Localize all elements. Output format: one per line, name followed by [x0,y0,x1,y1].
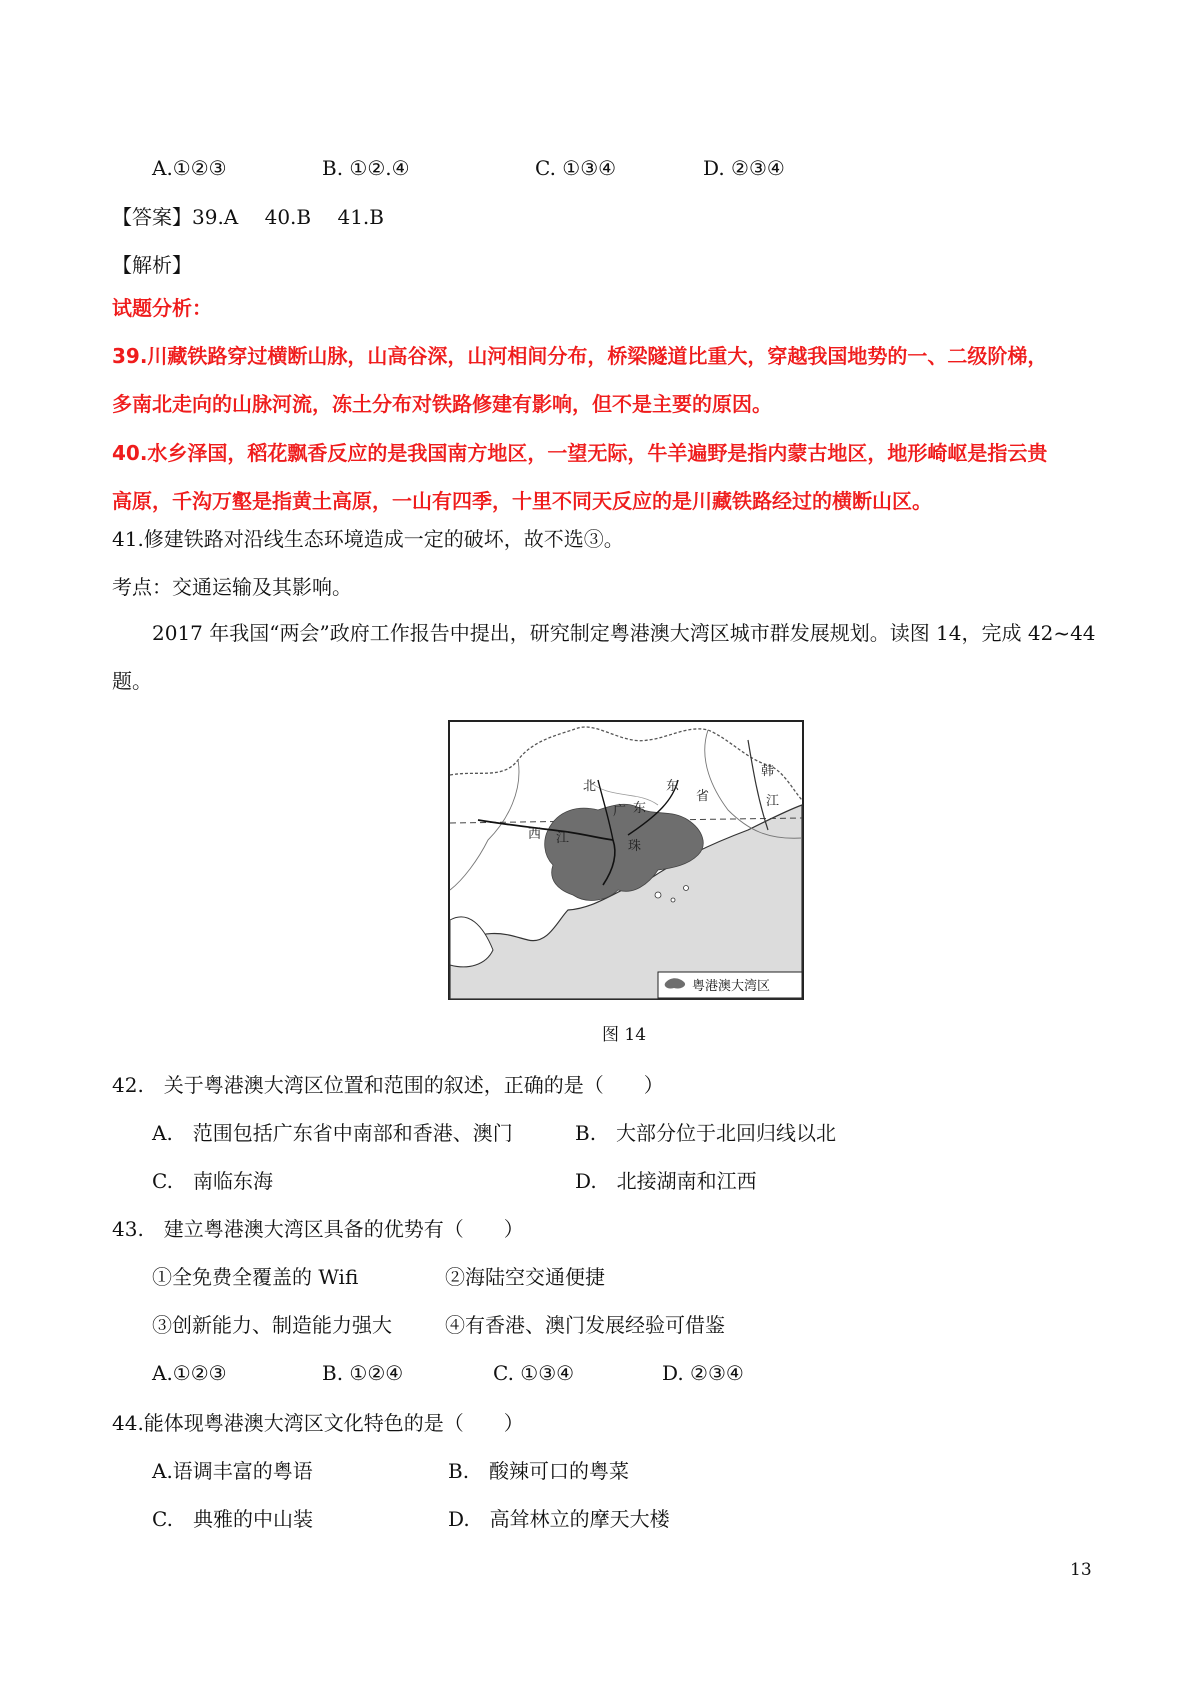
legend-label: 粤港澳大湾区 [692,979,771,994]
q43-statement-1: ①全免费全覆盖的 Wifi [152,1265,359,1289]
page-number: 13 [1070,1560,1092,1580]
analysis-40-line1: 40.水乡泽国，稻花飘香反应的是我国南方地区，一望无际，牛羊遍野是指内蒙古地区，地形崎岖是指云贵 [112,441,1048,465]
label-han: 韩 [761,764,775,779]
q44-option-a: A.语调丰富的粤语 [152,1459,313,1483]
analysis-title: 试题分析： [112,296,212,320]
q43-statement-4: ④有香港、澳门发展经验可借鉴 [445,1313,725,1337]
label-dong1: 东 [666,779,680,794]
q43-option-c: C. ①③④ [493,1361,575,1385]
prev-option-b: B. ①②.④ [322,156,410,180]
label-bei: 北 [583,779,597,794]
answer-line: 【答案】39.A 40.B 41.B [112,205,384,229]
q42-stem: 42. 关于粤港澳大湾区位置和范围的叙述，正确的是（ ） [112,1073,664,1097]
q44-stem: 44.能体现粤港澳大湾区文化特色的是（ ） [112,1411,524,1435]
q44-option-b: B. 酸辣可口的粤菜 [448,1459,630,1483]
map-figure-14 [448,720,804,1000]
prev-option-d: D. ②③④ [703,156,785,180]
q44-option-c: C. 典雅的中山装 [152,1507,313,1531]
intro-line1: 2017 年我国“两会”政府工作报告中提出，研究制定粤港澳大湾区城市群发展规划。读图 14，完成 42~44 [152,621,1096,645]
q42-option-d: D. 北接湖南和江西 [575,1169,757,1193]
q43-option-d: D. ②③④ [662,1361,744,1385]
label-xi: 西 [528,827,542,842]
label-dong2: 东 [633,801,647,816]
q43-stem: 43. 建立粤港澳大湾区具备的优势有（ ） [112,1217,524,1241]
guangdong-bay-area-map [448,720,804,1000]
label-guang: 广 [613,804,627,819]
q42-option-a: A. 范围包括广东省中南部和香港、澳门 [152,1121,513,1145]
q42-option-b: B. 大部分位于北回归线以北 [575,1121,837,1145]
label-jiang: 江 [766,794,780,809]
analysis-39-line1: 39.川藏铁路穿过横断山脉，山高谷深，山河相间分布，桥梁隧道比重大，穿越我国地势的一、二级阶梯， [112,344,1048,368]
prev-option-a: A.①②③ [152,156,227,180]
q43-statement-2: ②海陆空交通便捷 [445,1265,605,1289]
q43-option-a: A.①②③ [152,1361,227,1385]
analysis-41: 41.修建铁路对沿线生态环境造成一定的破坏，故不选③。 [112,527,624,551]
label-zhu: 珠 [628,839,642,854]
analysis-39-line2: 多南北走向的山脉河流，冻土分布对铁路修建有影响，但不是主要的原因。 [112,392,772,416]
analysis-40-line2: 高原，千沟万壑是指黄土高原，一山有四季，十里不同天反应的是川藏铁路经过的横断山区。 [112,489,932,513]
label-sheng: 省 [696,789,710,804]
analysis-label: 【解析】 [112,253,192,277]
prev-option-c: C. ①③④ [535,156,617,180]
kaodian: 考点：交通运输及其影响。 [112,575,352,599]
q44-option-d: D. 高耸林立的摩天大楼 [448,1507,670,1531]
intro-line2: 题。 [112,669,152,693]
q43-option-b: B. ①②④ [322,1361,404,1385]
figure-caption: 图 14 [602,1025,647,1045]
q42-option-c: C. 南临东海 [152,1169,273,1193]
label-jiang2: 江 [556,831,570,846]
q43-statement-3: ③创新能力、制造能力强大 [152,1313,392,1337]
